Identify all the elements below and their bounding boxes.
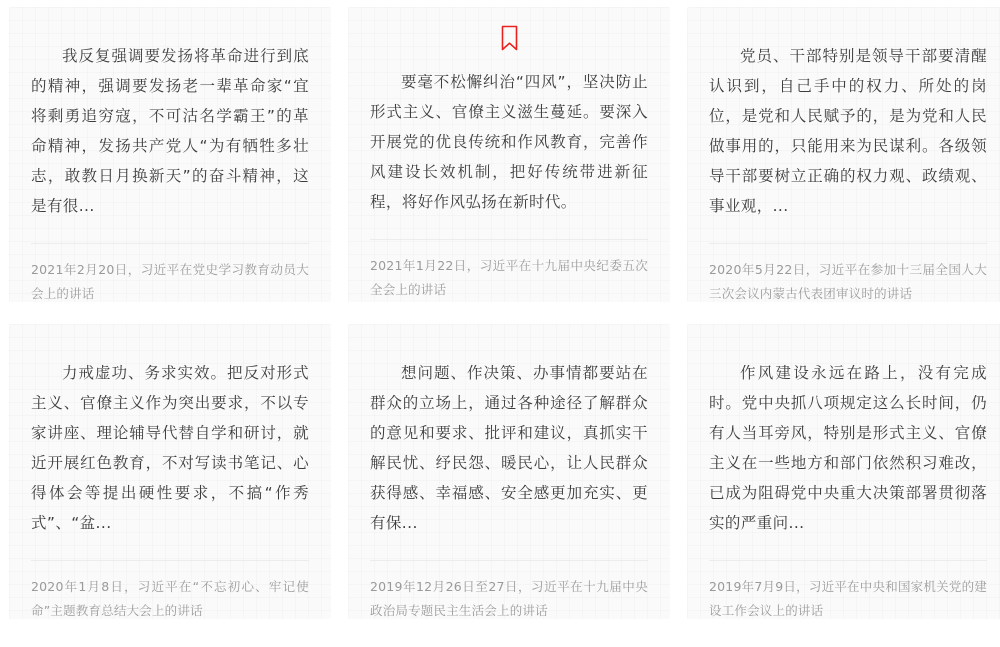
quote-source: 2021年2月20日，习近平在党史学习教育动员大会上的讲话 bbox=[31, 262, 309, 301]
quote-card[interactable] bbox=[9, 324, 331, 619]
card-divider bbox=[31, 243, 309, 244]
quote-source: 2020年5月22日，习近平在参加十三届全国人大三次会议内蒙古代表团审议时的讲话 bbox=[709, 262, 987, 301]
card-divider bbox=[709, 560, 987, 561]
quote-text: 力戒虚功、务求实效。把反对形式主义、官僚主义作为突出要求，不以专家讲座、理论辅导代替自学和研讨，就近开展红色教育，不对写读书笔记、心得体会等提出硬性要求，不搞“作秀式”、“盆... bbox=[31, 364, 309, 532]
card-divider bbox=[370, 239, 648, 240]
quote-text: 党员、干部特别是领导干部要清醒认识到，自己手中的权力、所处的岗位，是党和人民赋予的，是为党和人民做事用的，只能用来为民谋利。各级领导干部要树立正确的权力观、政绩观、事业观，... bbox=[709, 47, 987, 215]
quote-text: 要毫不松懈纠治“四风”，坚决防止形式主义、官僚主义滋生蔓延。要深入开展党的优良传统和作风教育，完善作风建设长效机制，把好传统带进新征程，将好作风弘扬在新时代。 bbox=[370, 73, 648, 211]
quote-card[interactable] bbox=[687, 324, 1000, 619]
quote-text: 想问题、作决策、办事情都要站在群众的立场上，通过各种途径了解群众的意见和要求、批评和建议，真抓实干解民忧、纾民怨、暖民心，让人民群众获得感、幸福感、安全感更加充实、更有保... bbox=[370, 364, 648, 532]
quote-text: 作风建设永远在路上，没有完成时。党中央抓八项规定这么长时间，仍有人当耳旁风，特别是形式主义、官僚主义在一些地方和部门依然积习难改，已成为阻碍党中央重大决策部署贯彻落实的严重问... bbox=[709, 364, 987, 532]
card-divider bbox=[370, 560, 648, 561]
quote-text: 我反复强调要发扬将革命进行到底的精神，强调要发扬老一辈革命家“宜将剩勇追穷寇，不可沽名学霸王”的革命精神，发扬共产党人“为有牺牲多壮志，敢教日月换新天”的奋斗精神，这是有很... bbox=[31, 47, 309, 215]
quote-card[interactable] bbox=[348, 7, 670, 302]
quote-card[interactable] bbox=[687, 7, 1000, 302]
quote-source: 2019年12月26日至27日，习近平在十九届中央政治局专题民主生活会上的讲话 bbox=[370, 579, 648, 618]
quote-source: 2019年7月9日，习近平在中央和国家机关党的建设工作会议上的讲话 bbox=[709, 579, 987, 618]
quote-source: 2021年1月22日，习近平在十九届中央纪委五次全会上的讲话 bbox=[370, 258, 648, 297]
quote-source: 2020年1月8日，习近平在“不忘初心、牢记使命”主题教育总结大会上的讲话 bbox=[31, 579, 309, 618]
quote-card[interactable] bbox=[9, 7, 331, 302]
card-divider bbox=[709, 243, 987, 244]
card-divider bbox=[31, 560, 309, 561]
bookmark-icon bbox=[501, 25, 518, 51]
quote-card[interactable] bbox=[348, 324, 670, 619]
